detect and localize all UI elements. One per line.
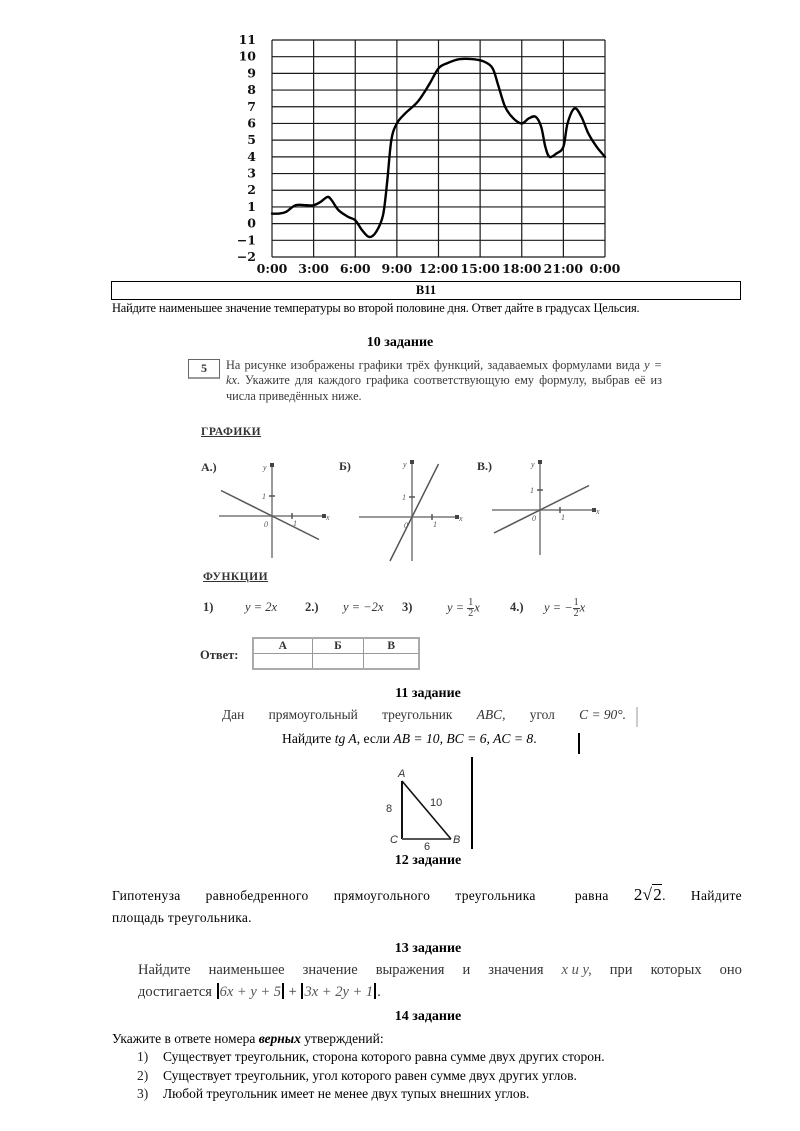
- task14-emphasis: верных: [258, 1031, 301, 1046]
- task11-period: .: [533, 731, 537, 746]
- task11-triangle-name: ABC,: [476, 707, 506, 722]
- task14-intro-end: утверждений:: [300, 1031, 384, 1046]
- function-2-number: 2.): [305, 600, 319, 614]
- function-1-number: 1): [203, 600, 214, 614]
- task14-intro-start: Укажите в ответе номера: [112, 1031, 259, 1046]
- function-4-number: 4.): [510, 600, 524, 614]
- x-tick-label: 0:00: [256, 261, 288, 276]
- list-item: [137, 1085, 605, 1104]
- list-item-text: Существует треугольник, угол которого равен сумме двух других углов.: [163, 1067, 577, 1083]
- answer-cell-v[interactable]: [364, 654, 419, 670]
- list-item-number: 3): [137, 1086, 149, 1101]
- answer-table: [252, 637, 420, 670]
- function-1: [203, 600, 213, 615]
- graph-b: [355, 455, 465, 563]
- y-axis-arrow-icon: [270, 463, 274, 467]
- value-coefficient: 2: [633, 885, 643, 904]
- vertex-a-label: A: [398, 768, 406, 780]
- task13-reached: достигается: [138, 984, 216, 1000]
- answer-cell-a[interactable]: [253, 654, 312, 670]
- abs-bar: [217, 983, 219, 999]
- list-item-text: Любой треугольник имеет не менее двух тупых внешних углов.: [163, 1086, 530, 1101]
- answer-label: Ответ:: [200, 648, 239, 662]
- function-3-number: 3): [402, 600, 413, 614]
- chart-grid: [272, 40, 605, 257]
- x-tick-label: 21:00: [543, 261, 584, 276]
- y-axis-arrow-icon: [410, 460, 414, 464]
- x-unit-label: 1: [293, 519, 297, 528]
- x-unit-label: 1: [561, 513, 565, 522]
- task12-word: прямоугольного: [333, 888, 431, 903]
- graph-b-label: Б): [339, 459, 351, 473]
- task11-title: 11 задание: [395, 686, 461, 701]
- text-cursor-mark: [578, 733, 580, 754]
- task-number-box: 5: [188, 359, 220, 379]
- triangle-abc: [370, 760, 470, 850]
- side-cb-label: 6: [424, 841, 431, 850]
- y-unit-label: 1: [530, 486, 534, 495]
- task11-word: угол: [529, 707, 555, 722]
- origin-label: 0: [404, 521, 408, 530]
- x-tick-label: 3:00: [298, 261, 329, 276]
- task12-word: равна: [574, 888, 609, 903]
- b11-header: B11: [111, 281, 741, 300]
- task13-text: [138, 959, 742, 1003]
- task11-find: Найдите: [282, 731, 335, 746]
- function-1-formula: y = 2x: [245, 600, 278, 614]
- task12-word: Гипотенуза: [112, 888, 181, 903]
- task13-word: значения: [488, 962, 544, 978]
- fraction-denominator: 2: [468, 608, 474, 619]
- function-3-prefix: y =: [447, 600, 468, 615]
- task14-title: 14 задание: [394, 1009, 462, 1024]
- list-item-number: 2): [137, 1067, 149, 1083]
- y-tick-label: 9: [247, 65, 256, 81]
- y-tick-label: 3: [247, 165, 256, 181]
- function-4-formula: [544, 598, 585, 619]
- answer-value-row: [253, 654, 419, 670]
- temperature-chart: [230, 25, 620, 280]
- x-tick-label: 12:00: [418, 261, 459, 276]
- task13-plus: +: [285, 984, 301, 1000]
- task13-line1: [138, 959, 742, 981]
- list-item-text: Существует треугольник, сторона которого равна сумме двух других сторон.: [163, 1049, 605, 1064]
- task11-angle: C = 90°.: [579, 707, 626, 722]
- task10-formula: y = kx: [226, 358, 662, 388]
- b11-question: Найдите наименьшее значение температуры во второй половине дня. Ответ дайте в градусах Цельсия.: [112, 301, 640, 315]
- task11-if: , если: [356, 731, 394, 746]
- x-axis-label: x: [326, 513, 330, 522]
- y-tick-label: 7: [247, 98, 256, 114]
- graphs-heading: ГРАФИКИ: [201, 426, 262, 438]
- y-tick-label: 5: [247, 132, 256, 148]
- task11-tg-a: tg A: [334, 731, 357, 746]
- answer-column-a: А: [253, 638, 312, 654]
- graph-v: [490, 455, 600, 557]
- answer-column-v: В: [364, 638, 419, 654]
- fraction-numerator: 1: [573, 597, 579, 608]
- y-unit-label: 1: [402, 493, 406, 502]
- y-tick-label: −2: [236, 249, 256, 264]
- origin-label: 0: [264, 520, 268, 529]
- y-tick-label: 0: [247, 215, 256, 231]
- task12-title: 12 задание: [394, 853, 462, 868]
- function-4-prefix: y = −: [544, 600, 573, 615]
- task13-variables: x и y,: [561, 962, 592, 978]
- list-item-number: 1): [137, 1049, 149, 1064]
- y-tick-label: 2: [247, 182, 256, 198]
- task10-text: [226, 358, 662, 404]
- task12-line2: площадь треугольника.: [112, 910, 252, 925]
- vertex-b-label: B: [453, 834, 461, 846]
- fraction-numerator: 1: [468, 597, 474, 608]
- task14-statement-list: [137, 1048, 605, 1104]
- function-3-formula: [447, 598, 480, 619]
- x-tick-label: 6:00: [339, 261, 371, 276]
- x-axis-label: x: [596, 507, 600, 516]
- task13-word: при: [609, 962, 633, 978]
- vertex-c-label: C: [390, 834, 398, 846]
- y-unit-label: 1: [262, 492, 266, 501]
- side-ab-label: 10: [430, 797, 443, 809]
- y-axis-label: y: [403, 460, 407, 469]
- task11-line1: [222, 707, 626, 723]
- task13-line2: [138, 981, 742, 1003]
- y-tick-label: 10: [238, 48, 256, 64]
- x-axis-tick-labels: [257, 261, 620, 276]
- list-item: [137, 1048, 605, 1067]
- origin-label: 0: [532, 514, 536, 523]
- task13-word: выражения: [375, 962, 445, 978]
- y-tick-label: 1: [247, 198, 256, 214]
- task13-period: .: [377, 984, 381, 1000]
- task12-word: равнобедренного: [205, 888, 309, 903]
- task13-word: Найдите: [138, 962, 191, 978]
- function-line: [390, 464, 439, 561]
- fraction: [573, 598, 580, 619]
- x-tick-label: 18:00: [502, 261, 542, 276]
- x-axis-label: x: [459, 514, 463, 523]
- answer-cell-b[interactable]: [312, 654, 364, 670]
- task11-word: Дан: [222, 707, 245, 722]
- task10-text-before: На рисунке изображены графики трёх функций, задаваемых формулами вида: [226, 358, 645, 372]
- task10-title: 10 задание: [366, 335, 434, 350]
- y-tick-label: 11: [238, 32, 256, 47]
- function-4-suffix: x: [579, 600, 586, 615]
- task12-text: [112, 884, 742, 929]
- x-tick-label: 0:00: [589, 261, 620, 276]
- task13-word: которых: [650, 962, 702, 978]
- answer-column-b: Б: [312, 638, 364, 654]
- x-tick-label: 15:00: [460, 261, 500, 276]
- y-axis-label: y: [531, 460, 535, 469]
- task13-word: значение: [302, 962, 358, 978]
- functions-heading: ФУНКЦИИ: [203, 571, 269, 583]
- fraction-denominator: 2: [573, 608, 579, 619]
- task12-word: Найдите: [690, 888, 742, 903]
- y-axis-arrow-icon: [538, 460, 542, 464]
- task11-word: треугольник: [382, 707, 453, 722]
- task13-word: и: [462, 962, 471, 978]
- task11-line2: [282, 731, 537, 747]
- list-item: [137, 1067, 605, 1086]
- x-tick-label: 9:00: [381, 261, 413, 276]
- y-tick-label: −1: [236, 232, 256, 248]
- task13-word: оно: [719, 962, 742, 978]
- task13-word: наименьшее: [208, 962, 285, 978]
- graph-v-label: В.): [477, 459, 492, 473]
- task12-line1: [112, 884, 742, 907]
- y-axis-label: y: [263, 463, 267, 472]
- answer-header-row: [253, 638, 419, 654]
- value-radicand: 2: [653, 885, 663, 904]
- task13-title: 13 задание: [394, 941, 462, 956]
- task11-given-sides: AB = 10, BC = 6, AC = 8: [393, 731, 534, 746]
- side-ab: [402, 781, 451, 839]
- task12-word: треугольника: [455, 888, 536, 903]
- graph-a: [215, 458, 335, 560]
- graph-a-label: А.): [201, 460, 217, 474]
- task12-period: .: [662, 888, 666, 903]
- task12-hypotenuse-value: 2√2.: [633, 885, 666, 904]
- abs-bar: [282, 983, 284, 999]
- function-2-formula: y = −2x: [343, 600, 384, 614]
- function-3-suffix: x: [474, 600, 480, 615]
- abs-bar: [374, 983, 376, 999]
- task13-expression-2: 3x + 2y + 1: [304, 984, 374, 1000]
- y-tick-label: 4: [247, 148, 256, 164]
- y-tick-label: 8: [247, 82, 256, 98]
- task11-word: прямоугольный: [268, 707, 358, 722]
- task13-expression-1: 6x + y + 5: [219, 984, 282, 1000]
- text-cursor-mark: [636, 707, 638, 727]
- task14-intro: [112, 1031, 384, 1047]
- side-ac-label: 8: [386, 803, 393, 815]
- y-axis-tick-labels: [237, 32, 256, 264]
- task10-text-after: . Укажите для каждого графика соответствующую ему формулу, выбрав её из числа приведённых ниже.: [226, 373, 662, 403]
- x-unit-label: 1: [433, 520, 437, 529]
- y-tick-label: 6: [247, 115, 256, 131]
- vertical-divider: [471, 757, 473, 849]
